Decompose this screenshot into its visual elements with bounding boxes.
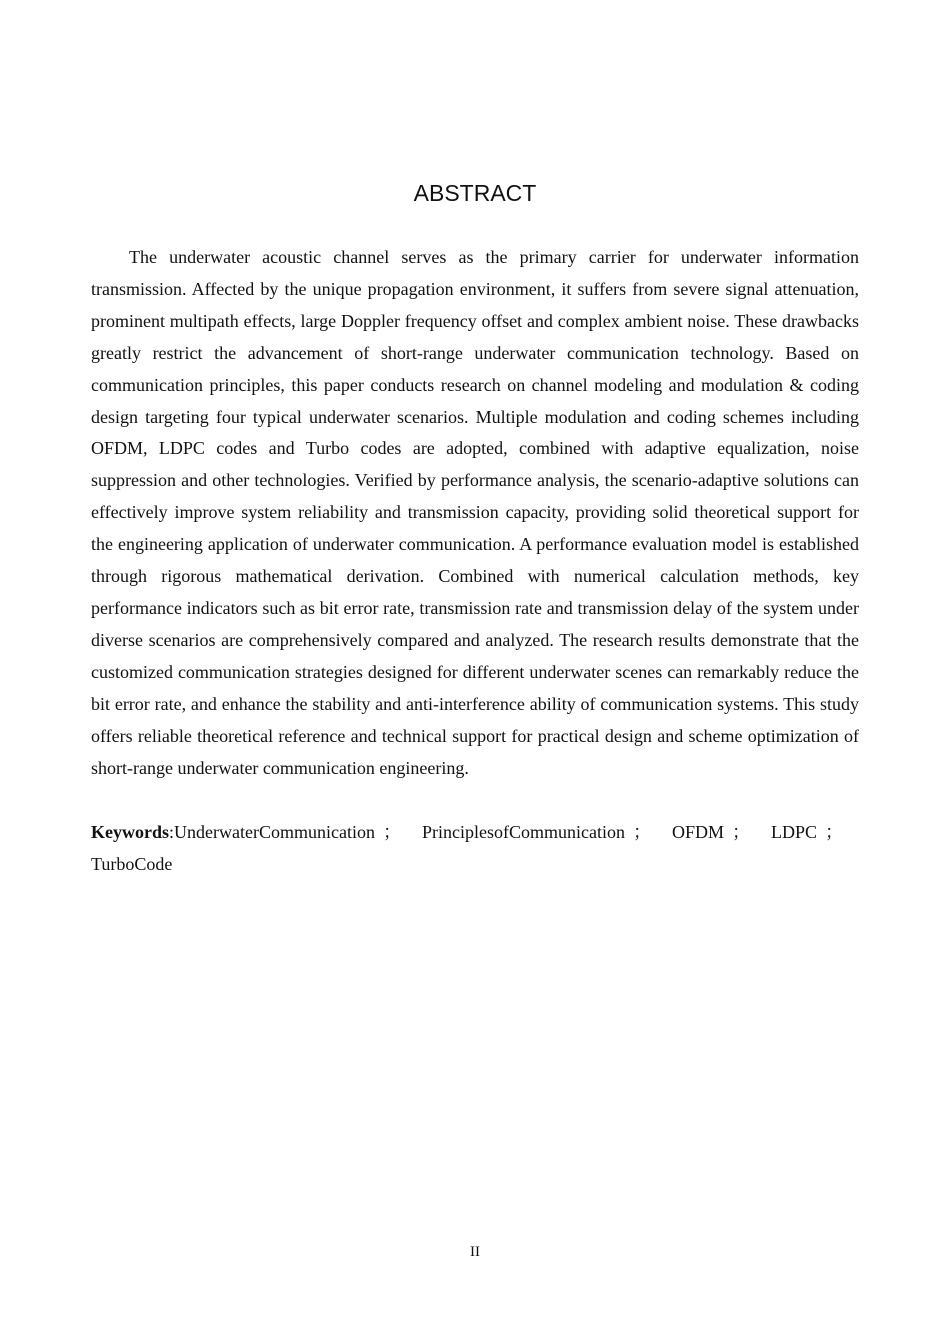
keyword-separator: ； xyxy=(382,822,401,842)
keyword-separator: ； xyxy=(825,822,844,842)
keywords-line xyxy=(91,817,859,880)
keywords-label: Keywords xyxy=(91,822,169,842)
keyword-item: OFDM xyxy=(671,822,724,842)
keyword-item: PrinciplesofCommunication xyxy=(421,822,625,842)
abstract-heading: ABSTRACT xyxy=(413,180,537,206)
keyword-item: LDPC xyxy=(771,822,818,842)
keyword-item: UnderwaterCommunication xyxy=(174,822,375,842)
abstract-paragraph: The underwater acoustic channel serves as the primary carrier for underwater information transmission. Affected by the unique propagation environment, it suffers from severe signal attenuation, prominent multipath effects, large Doppler frequency offset and complex ambient noise. These drawbacks greatly restrict the advancement of short-range underwater communication technology. Based on communication principles, this paper conducts research on channel modeling and modulation & coding design targeting four typical underwater scenarios. Multiple modulation and coding schemes including OFDM, LDPC codes and Turbo codes are adopted, combined with adaptive equalization, noise suppression and other technologies. Verified by performance analysis, the scenario-adaptive solutions can effectively improve system reliability and transmission capacity, providing solid theoretical support for the engineering application of underwater communication. A performance evaluation model is established through rigorous mathematical derivation. Combined with numerical calculation methods, key performance indicators such as bit error rate, transmission rate and transmission delay of the system under diverse scenarios are comprehensively compared and analyzed. The research results demonstrate that the customized communication strategies designed for different underwater scenes can remarkably reduce the bit error rate, and enhance the stability and anti-interference ability of communication systems. This study offers reliable theoretical reference and technical support for practical design and scheme optimization of short-range underwater communication engineering. xyxy=(91,247,859,778)
keywords-colon: : xyxy=(169,822,175,842)
keyword-item: TurboCode xyxy=(91,853,173,874)
page-number: II xyxy=(470,1244,480,1260)
keyword-separator: ； xyxy=(632,822,651,842)
keyword-separator: ； xyxy=(732,822,750,842)
